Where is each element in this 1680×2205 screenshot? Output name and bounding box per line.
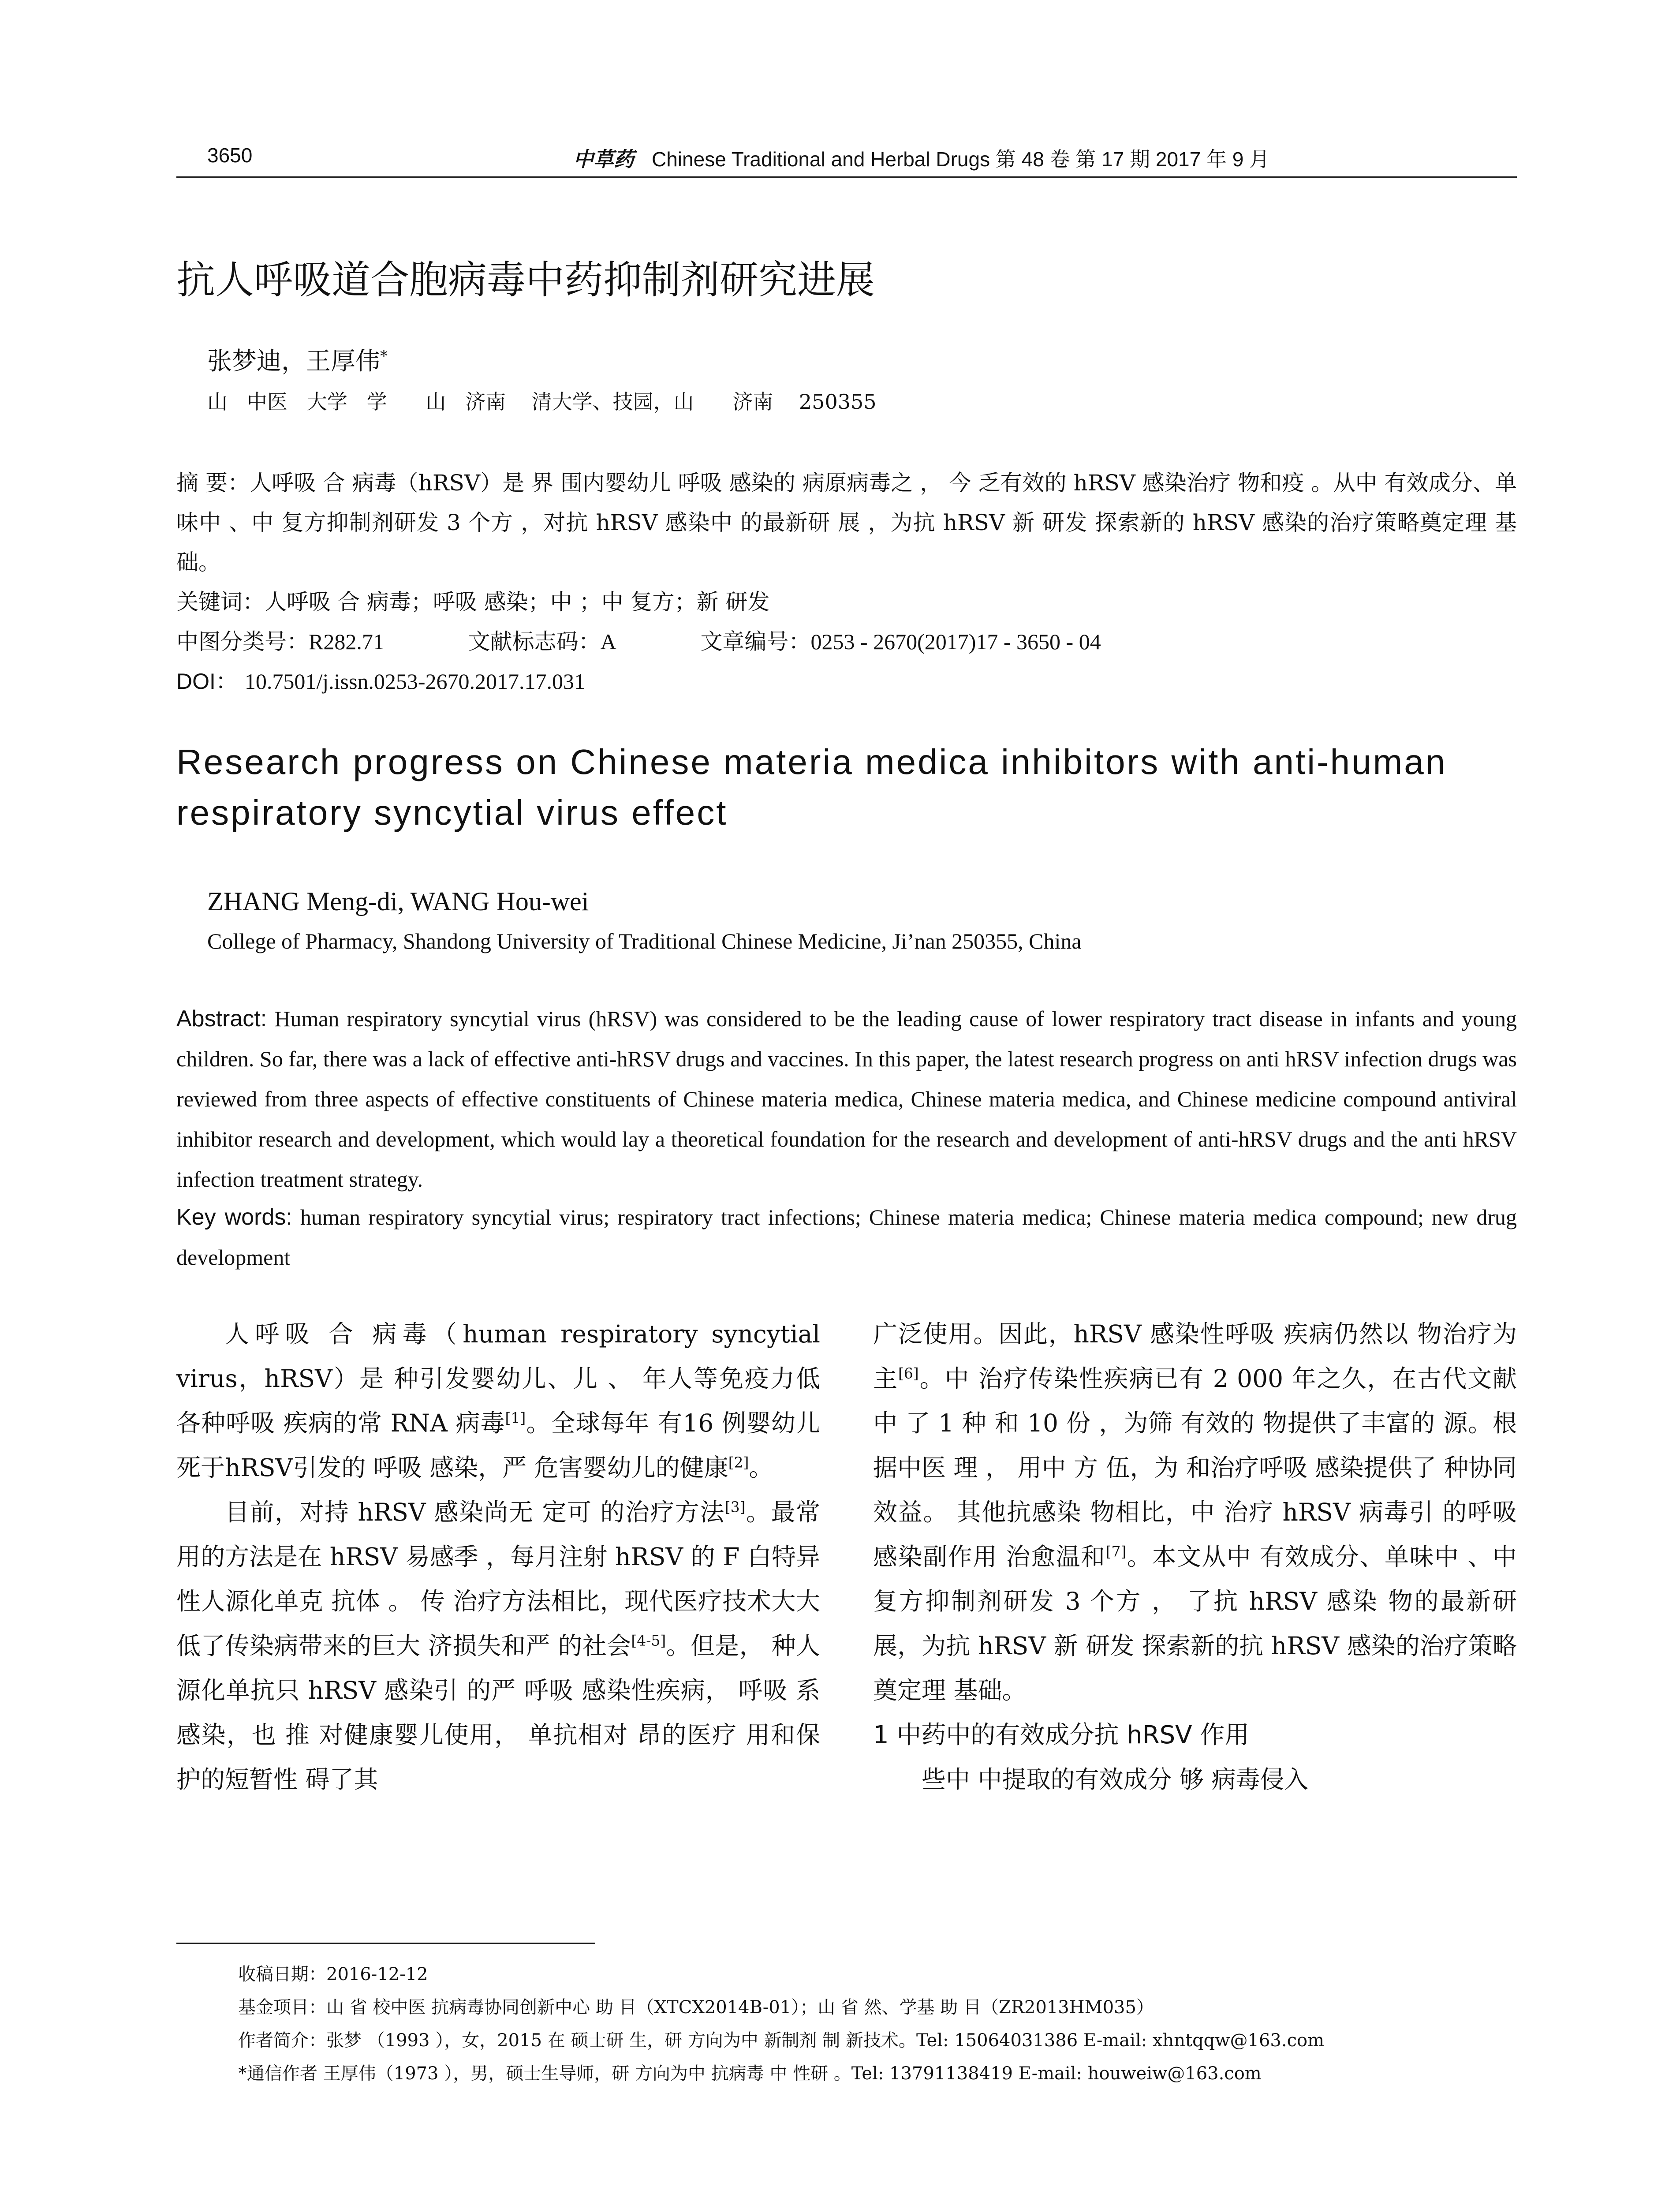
doi-value: 10.7501/j.issn.0253-2670.2017.17.031 — [244, 669, 586, 694]
footnote-label: *通信作者 — [238, 2063, 317, 2084]
abstract-en-text: Human respiratory syncytial virus (hRSV) was considered to be the leading cause of lower respiratory tract disease in infants and young children. So far, there was a lack of effective anti-hRSV drugs and vaccines. In this paper, the latest research progress on anti hRSV infection drugs was reviewed from three aspects of effective constituents of Chinese materia medica, Chinese materia medica, and Chinese medicine compound antiviral inhibitor research and development, which would lay a theoretical foundation for the research and development of anti-hRSV drugs and the anti hRSV infection treatment strategy. — [176, 1006, 1517, 1192]
footnote-corresponding — [238, 2057, 1517, 2090]
keywords-en — [176, 1197, 1517, 1278]
footnotes — [238, 1958, 1517, 2090]
footnote-label: 作者简介： — [238, 2030, 326, 2051]
title-zh: 抗人呼吸道合胞病毒中药抑制剂研究进展 — [176, 257, 875, 303]
footnote-value: 张梦 （1993 ），女，2015 在 硕士研 生，研 方向为中 新制剂 制 新技术。Tel: 15064031386 E-mail: xhntqqw@163.com — [326, 2030, 1325, 2051]
citation-ref: [4-5] — [631, 1632, 666, 1649]
body-text: 目前，对持 hRSV 感染尚无 定可 的治疗方法 — [225, 1498, 725, 1526]
body-text: 人呼吸 合 病毒（human respiratory syncytial virus，hRSV）是 种引发婴幼儿、儿 、 年人等免疫力低 各种呼吸 疾病的常 RNA 病毒 — [176, 1320, 820, 1437]
body-text: 。全球每年 有16 例婴幼儿死于hRSV引发的 呼吸 感染，严 危害婴幼儿的健康 — [176, 1409, 820, 1482]
authors-zh-names: 张梦迪，王厚伟 — [207, 347, 380, 376]
footnote-value: 山 省 校中医 抗病毒协同创新中心 助 目（XTCX2014B-01）；山 省 然、学基 助 目（ZR2013HM035） — [326, 1997, 1154, 2018]
page-number: 3650 — [207, 144, 253, 167]
classification-row — [176, 622, 1517, 662]
abstract-en-label: Abstract: — [176, 1006, 267, 1031]
doc-code-label: 文献标志码： — [468, 629, 601, 654]
footnote-value: 2016-12-12 — [326, 1964, 428, 1984]
section-heading: 1 中药中的有效成分抗 hRSV 作用 — [873, 1721, 1250, 1749]
body-text: 。但是， 种人源化单抗只 hRSV 感染引 的严 呼吸 感染性疾病， 呼吸 系 感染，也 推 对健康婴儿使用， 单抗相对 昂的医疗 用和保护的短暂性 碍了其 — [176, 1632, 821, 1794]
body-text: 。中 治疗传染性疾病已有 2 000 年之久，在古代文献中 了 1 种 和 10 份 ，为筛 有效的 物提供了丰富的 源。根据中医 理 ， 用中 方 伍，为 和治疗呼吸 感染提供了 种协同效益。 其他抗感染 物相比，中 治疗 hRSV 病毒引 的呼吸 感染副作用 治愈温和 — [873, 1364, 1517, 1571]
keywords-en-text: human respiratory syncytial virus; respiratory tract infections; Chinese materia medica; Chinese materia medica compound; new drug development — [176, 1205, 1517, 1270]
journal-logo: 中草药 — [573, 147, 634, 171]
keywords-zh-text: 人呼吸 合 病毒；呼吸 感染；中 ；中 复方；新 研发 — [265, 589, 770, 615]
header-rule — [176, 176, 1517, 178]
citation-ref: [1] — [505, 1409, 526, 1427]
citation-ref: [6] — [898, 1364, 919, 1382]
running-header — [176, 143, 1517, 179]
clc-value: R282.71 — [309, 629, 384, 654]
body-column-right — [873, 1312, 1517, 1802]
body-text: 。 — [749, 1454, 773, 1482]
keywords-zh-label: 关键词： — [176, 589, 265, 615]
footnote-rule — [176, 1943, 595, 1944]
footnote-fund — [238, 1991, 1517, 2024]
footnote-received — [238, 1958, 1517, 1991]
footnote-label: 收稿日期： — [238, 1964, 326, 1984]
abstract-en — [176, 999, 1517, 1200]
body-text: 。最常用的方法是在 hRSV 易感季 ，每月注射 hRSV 的 F 白特异性人源化单克 抗体 。 传 治疗方法相比，现代医疗技术大大 低了传染病带来的巨大 济损失和严 的社会 — [176, 1498, 820, 1660]
article-no-label: 文章编号： — [700, 629, 811, 654]
journal-issue: Chinese Traditional and Herbal Drugs 第 48 卷 第 17 期 2017 年 9 月 — [652, 148, 1270, 171]
body-text: 。本文从中 有效成分、单味中 、中 复方抑制剂研发 3 个方 ， 了抗 hRSV 感染 物的最新研 展，为抗 hRSV 新 研发 探索新的抗 hRSV 感染的治疗策略奠定理 基础。 — [873, 1543, 1517, 1704]
clc-label: 中图分类号： — [176, 629, 309, 654]
journal-info — [573, 143, 1269, 172]
abstract-zh — [176, 463, 1517, 582]
keywords-zh — [176, 582, 1517, 622]
authors-zh — [207, 342, 388, 377]
body-paragraph — [176, 1490, 820, 1802]
footnote-value: 王厚伟（1973 ），男，硕士生导师，研 方向为中 抗病毒 中 性研 。Tel: 13791138419 E-mail: houweiw@163.com — [317, 2063, 1262, 2084]
title-en: Research progress on Chinese materia medica inhibitors with anti-human respiratory syncytial virus effect — [176, 742, 1447, 832]
affiliation-zh: 山 中医 大学 学 山 济南 清大学、技园，山 济南 250355 — [207, 390, 877, 414]
affiliation-en: College of Pharmacy, Shandong University of Traditional Chinese Medicine, Ji’nan 250355, China — [207, 929, 1082, 953]
doi-label: DOI： — [176, 669, 238, 694]
keywords-en-label: Key words: — [176, 1204, 292, 1230]
authors-en: ZHANG Meng-di, WANG Hou-wei — [207, 887, 589, 916]
citation-ref: [3] — [724, 1498, 746, 1516]
citation-ref: [7] — [1105, 1543, 1127, 1560]
abstract-zh-text: 人呼吸 合 病毒（hRSV）是 界 围内婴幼儿 呼吸 感染的 病原病毒之 ， 今 乏有效的 hRSV 感染治疗 物和疫 。从中 有效成分、单味中 、中 复方抑制剂研发 3 个方 ，对抗 hRSV 感染中 的最新研 展 ，为抗 hRSV 新 研发 探索新的 hRSV 感染的治疗策略奠定理 基础。 — [176, 470, 1517, 575]
body-column-left — [176, 1312, 820, 1802]
citation-ref: [2] — [728, 1454, 749, 1471]
body-text: 广泛使用。因此，hRSV 感染性呼吸 疾病仍然以 物治疗为主 — [873, 1320, 1517, 1393]
doc-code-value: A — [600, 629, 616, 654]
abstract-zh-label: 摘 要： — [176, 470, 250, 496]
doi-line — [176, 662, 1517, 701]
body-paragraph — [873, 1312, 1517, 1713]
corresponding-mark: * — [380, 347, 388, 365]
article-no-value: 0253 - 2670(2017)17 - 3650 - 04 — [810, 629, 1101, 654]
body-paragraph — [176, 1312, 820, 1490]
footnote-label: 基金项目： — [238, 1997, 326, 2018]
footnote-bio — [238, 2024, 1517, 2057]
body-paragraph: 些中 中提取的有效成分 够 病毒侵入 — [922, 1765, 1309, 1794]
